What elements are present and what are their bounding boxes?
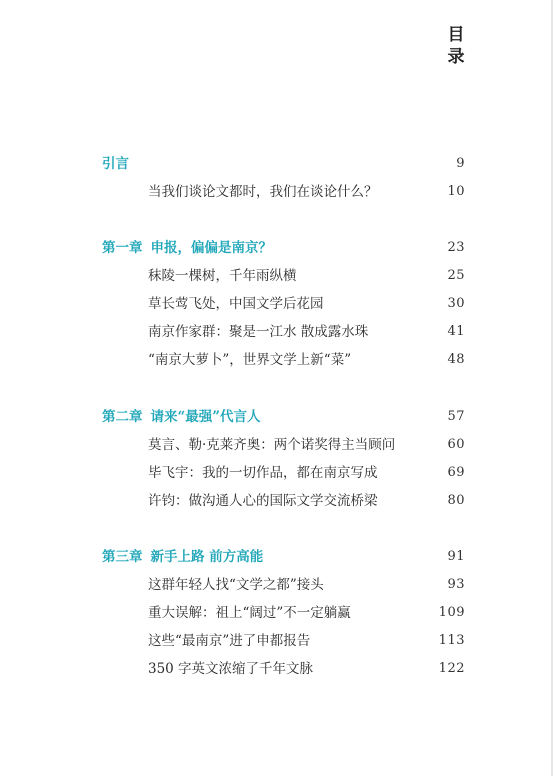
entry-title: 这些“最南京”进了申都报告 <box>148 633 311 649</box>
entry-title: “南京大萝卜”，世界文学上新“菜” <box>148 352 352 368</box>
toc-entry[interactable] <box>0 629 553 653</box>
entry-title: 重大误解：祖上“阔过”不一定躺赢 <box>148 605 351 621</box>
page-number: 69 <box>447 465 465 480</box>
toc-entry[interactable] <box>0 601 553 625</box>
page-number: 122 <box>438 661 465 676</box>
page-number: 57 <box>447 409 465 424</box>
title-char: 目 <box>447 25 465 45</box>
title-char: 录 <box>447 47 465 67</box>
section-title-text: 请来“最强”代言人 <box>150 409 261 425</box>
page-number: 60 <box>447 437 465 452</box>
page-number: 30 <box>447 296 465 311</box>
toc-entry[interactable] <box>0 489 553 513</box>
entry-title: 南京作家群：聚是一江水 散成露水珠 <box>148 324 369 340</box>
entry-title: 秣陵一棵树，千年雨纵横 <box>148 268 297 284</box>
toc-entry[interactable] <box>0 433 553 457</box>
page-number: 10 <box>447 184 465 199</box>
section-title-text: 新手上路 前方高能 <box>150 549 264 565</box>
entry-title: 这群年轻人找“文学之都”接头 <box>148 577 324 593</box>
section-title-text: 申报，偏偏是南京？ <box>150 240 272 256</box>
page-number: 113 <box>438 633 465 648</box>
page-number: 23 <box>447 240 465 255</box>
toc-section-intro[interactable] <box>0 152 553 176</box>
toc-entry[interactable] <box>0 180 553 204</box>
entry-title: 许钧：做沟通人心的国际文学交流桥梁 <box>148 493 378 509</box>
entry-title: 草长莺飞处，中国文学后花园 <box>148 296 324 312</box>
toc-entry[interactable] <box>0 573 553 597</box>
section-title <box>102 152 129 176</box>
toc-section-chapter-3[interactable] <box>0 545 553 569</box>
section-title <box>102 405 261 429</box>
page-number: 48 <box>447 352 465 367</box>
toc-entry[interactable] <box>0 657 553 681</box>
page-number: 80 <box>447 493 465 508</box>
toc-entry[interactable] <box>0 292 553 316</box>
section-title <box>102 545 263 569</box>
page-number: 25 <box>447 268 465 283</box>
entry-title: 350 字英文浓缩了千年文脉 <box>148 661 314 677</box>
entry-title: 当我们谈论文都时，我们在谈论什么？ <box>148 184 378 200</box>
chapter-number: 第二章 <box>102 409 143 425</box>
chapter-number: 第三章 <box>102 549 143 565</box>
page-number: 41 <box>447 324 465 339</box>
section-title-text: 引言 <box>102 156 129 172</box>
chapter-number: 第一章 <box>102 240 143 256</box>
toc-entry[interactable] <box>0 320 553 344</box>
page-number: 93 <box>447 577 465 592</box>
toc-entry[interactable] <box>0 264 553 288</box>
page-title <box>436 24 476 68</box>
section-title <box>102 236 272 260</box>
page-number: 91 <box>447 549 465 564</box>
toc-section-chapter-1[interactable] <box>0 236 553 260</box>
toc-entry[interactable] <box>0 348 553 372</box>
toc-entry[interactable] <box>0 461 553 485</box>
toc-section-chapter-2[interactable] <box>0 405 553 429</box>
page-number: 109 <box>438 605 465 620</box>
entry-title: 莫言、勒·克莱齐奥：两个诺奖得主当顾问 <box>148 437 396 453</box>
entry-title: 毕飞宇：我的一切作品，都在南京写成 <box>148 465 378 481</box>
page-number: 9 <box>456 156 465 171</box>
